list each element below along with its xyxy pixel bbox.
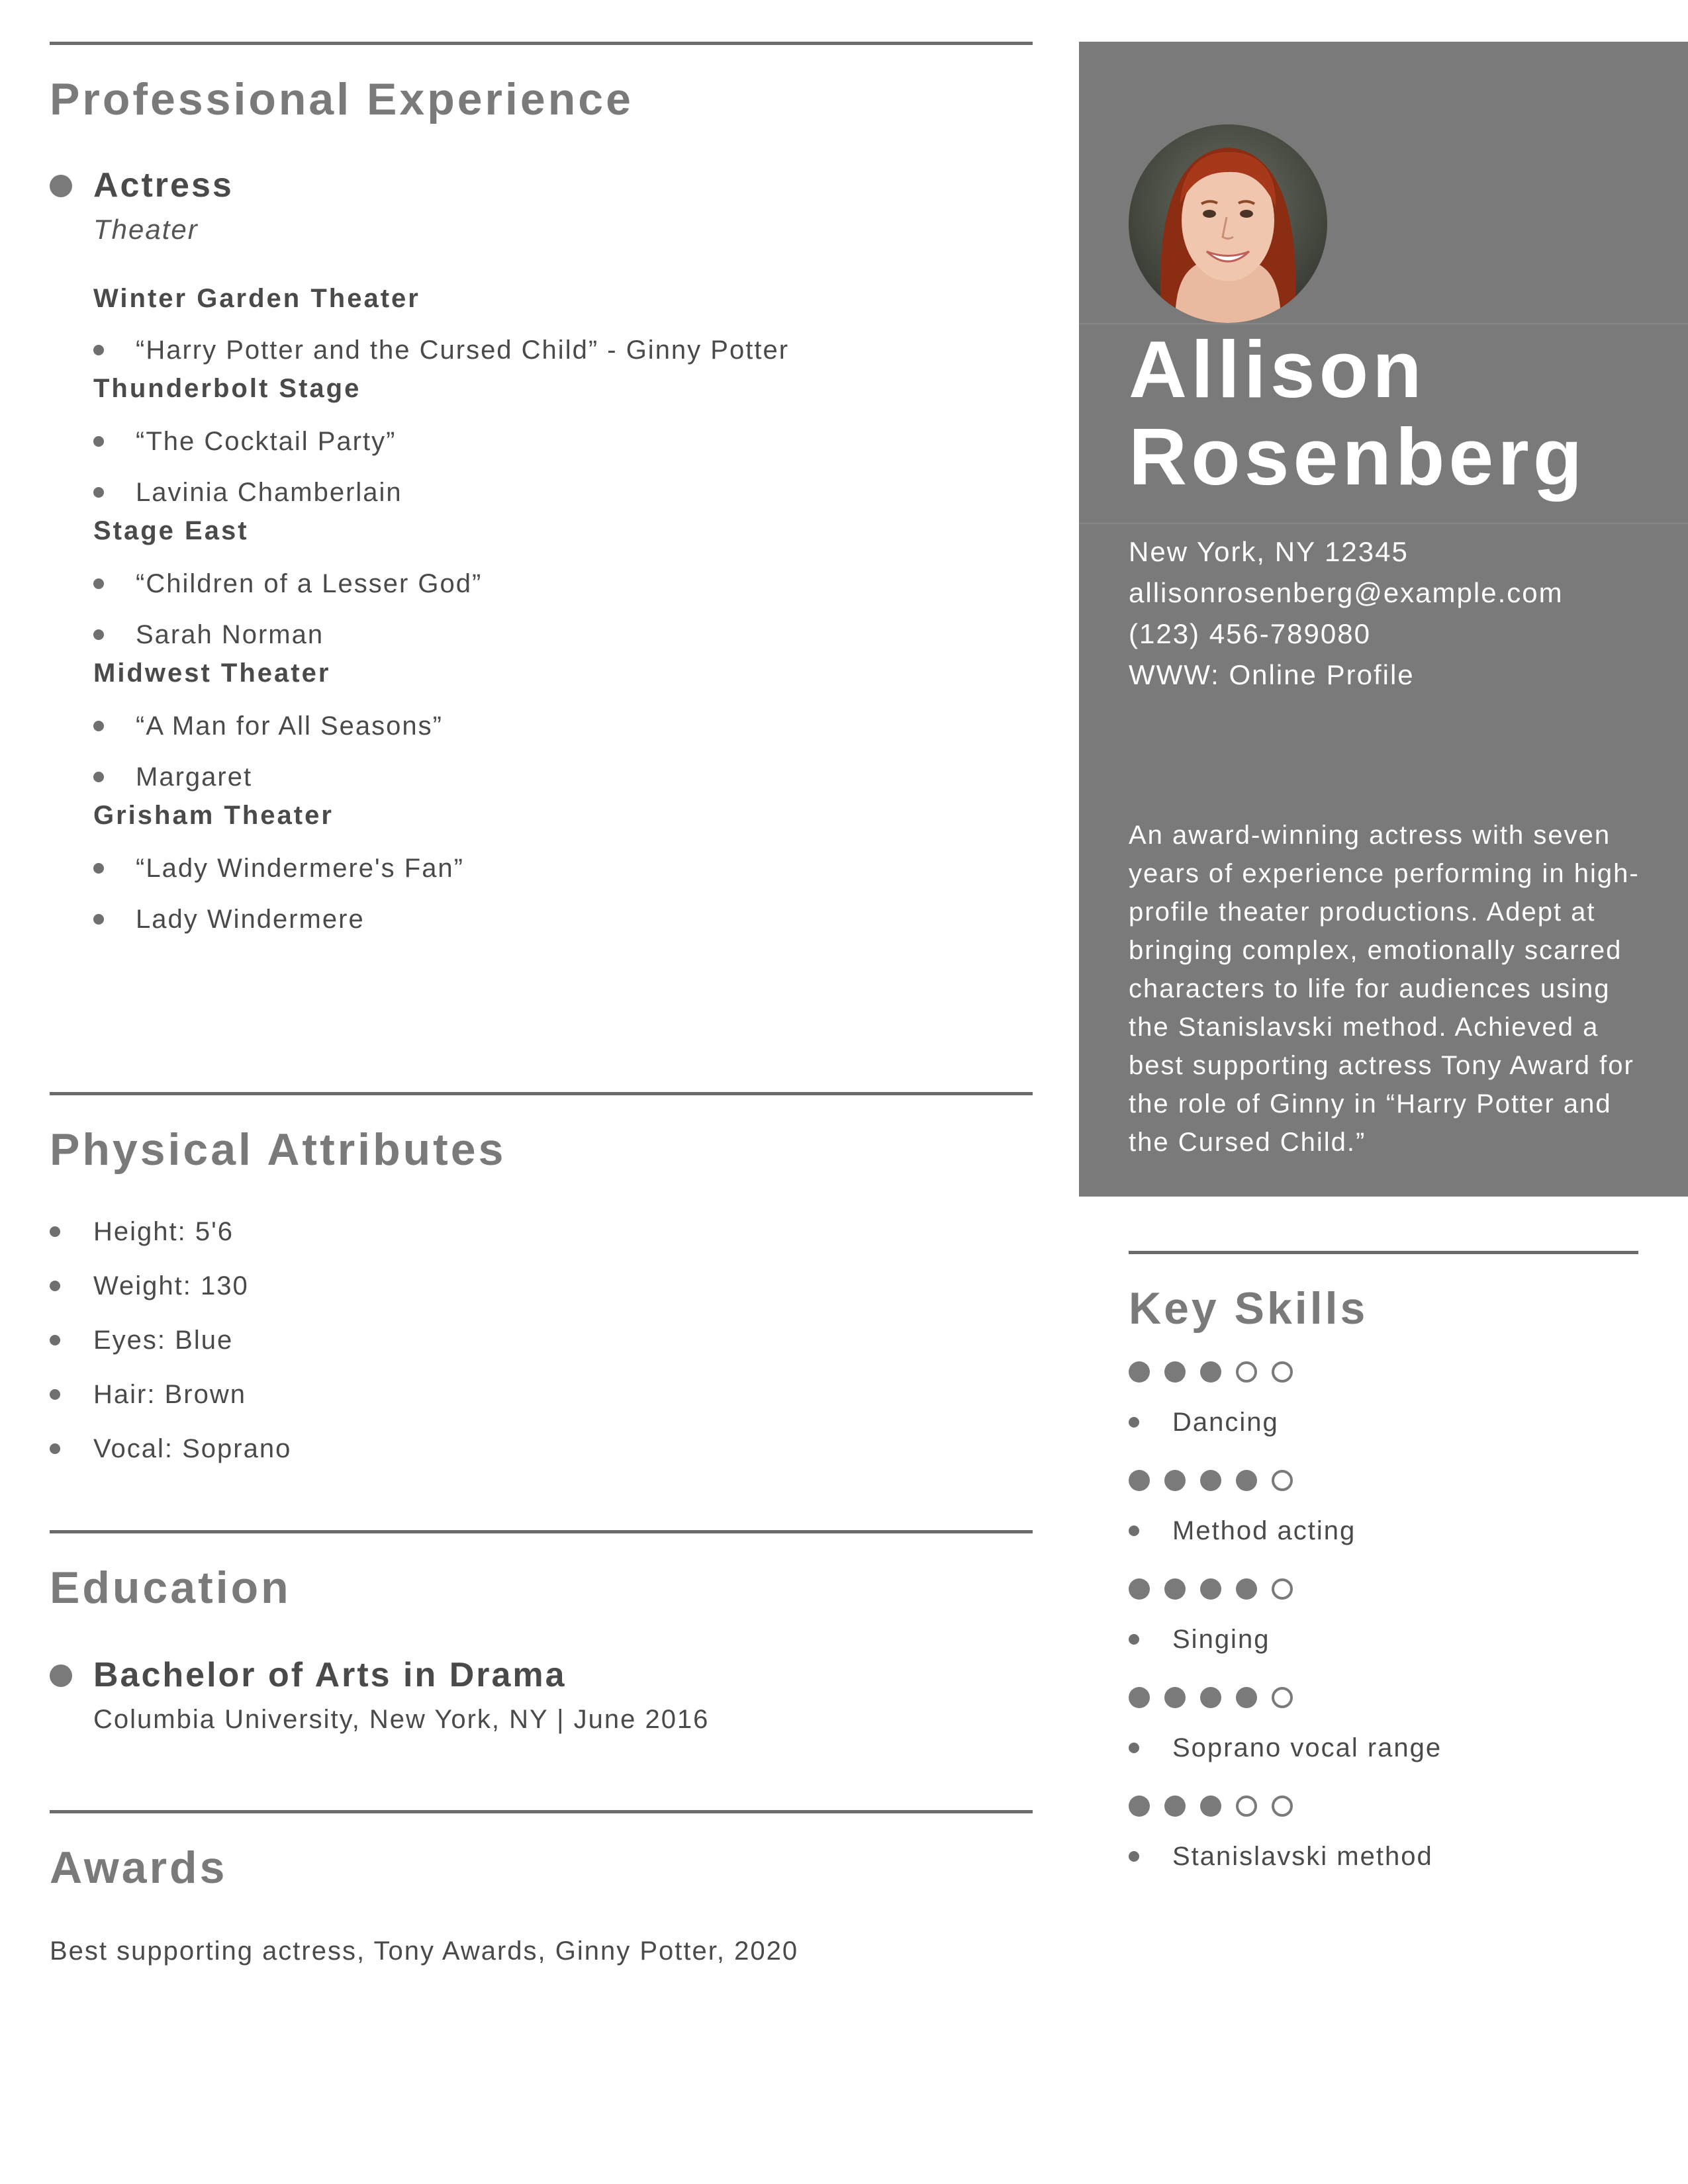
skill-item xyxy=(1129,1843,1638,1870)
rating-filled-icon xyxy=(1200,1578,1221,1600)
education-entry xyxy=(50,1657,1033,1733)
profile-panel xyxy=(1079,42,1688,1197)
awards-text: Best supporting actress, Tony Awards, Ginny Potter, 2020 xyxy=(50,1936,799,1966)
skill-item xyxy=(1129,1409,1638,1435)
list-item: Hair: Brown xyxy=(50,1381,1033,1408)
awards-section xyxy=(50,1810,1033,1966)
rating-filled-icon xyxy=(1129,1578,1150,1600)
left-column xyxy=(50,0,1033,2184)
employer-name: Thunderbolt Stage xyxy=(93,374,361,404)
rating-filled-icon xyxy=(1200,1470,1221,1491)
rating-filled-icon xyxy=(1129,1687,1150,1708)
address: New York, NY 12345 xyxy=(1129,536,1409,567)
list-item: Eyes: Blue xyxy=(50,1327,1033,1353)
skills-section xyxy=(1129,1251,1638,1904)
website-link[interactable]: WWW: Online Profile xyxy=(1129,659,1415,690)
first-name: Allison xyxy=(1129,324,1426,414)
contact-info xyxy=(1129,531,1564,696)
attributes-section xyxy=(50,1092,1033,1490)
rating-filled-icon xyxy=(1200,1361,1221,1383)
list-item: Margaret xyxy=(93,764,1033,790)
rating-filled-icon xyxy=(1164,1578,1186,1600)
rating-filled-icon xyxy=(1200,1687,1221,1708)
portrait-image xyxy=(1129,124,1327,323)
list-item: “The Cocktail Party” xyxy=(93,428,1033,455)
email-link[interactable]: allisonrosenberg@example.com xyxy=(1129,577,1564,608)
attributes-list xyxy=(50,1218,1033,1462)
rating-filled-icon xyxy=(1129,1470,1150,1491)
job-bullet-icon xyxy=(50,175,72,197)
skill-rating xyxy=(1129,1361,1638,1383)
job-type: Theater xyxy=(93,214,199,246)
rating-filled-icon xyxy=(1129,1361,1150,1383)
profile-summary: An award-winning actress with seven years of experience performing in high-profile theater productions. Adept at bringing complex, emotionally scarred characters to life for audiences using the Stanislavski method. Achieved a best supporting actress Tony Award for the role of Ginny in “Harry Potter and the Cursed Child.” xyxy=(1129,821,1640,1157)
list-item: “A Man for All Seasons” xyxy=(93,713,1033,739)
list-item: “Children of a Lesser God” xyxy=(93,570,1033,597)
candidate-name xyxy=(1129,326,1586,501)
rating-empty-icon xyxy=(1272,1361,1293,1383)
section-divider xyxy=(50,1092,1033,1095)
skill-rating xyxy=(1129,1796,1638,1817)
skill-rating xyxy=(1129,1687,1638,1708)
rating-filled-icon xyxy=(1164,1687,1186,1708)
list-item: Vocal: Soprano xyxy=(50,1435,1033,1462)
rating-empty-icon xyxy=(1272,1796,1293,1817)
skills-list xyxy=(1129,1361,1638,1870)
rating-empty-icon xyxy=(1272,1687,1293,1708)
list-item: “Lady Windermere's Fan” xyxy=(93,855,1033,882)
job-entry xyxy=(50,167,1033,933)
experience-section xyxy=(50,42,1033,933)
list-item: Sarah Norman xyxy=(93,621,1033,648)
rating-empty-icon xyxy=(1272,1578,1293,1600)
last-name: Rosenberg xyxy=(1129,411,1587,502)
panel-divider xyxy=(1079,523,1688,524)
experience-heading: Professional Experience xyxy=(50,74,633,124)
list-item: “Harry Potter and the Cursed Child” - Ginny Potter xyxy=(93,337,1033,363)
skill-label: Stanislavski method xyxy=(1172,1842,1433,1871)
rating-empty-icon xyxy=(1272,1470,1293,1491)
skill-rating xyxy=(1129,1470,1638,1491)
skill-rating xyxy=(1129,1578,1638,1600)
list-item: Lady Windermere xyxy=(93,906,1033,933)
skill-item xyxy=(1129,1626,1638,1653)
rating-empty-icon xyxy=(1236,1796,1257,1817)
skill-label: Soprano vocal range xyxy=(1172,1733,1442,1762)
section-divider xyxy=(1129,1251,1638,1254)
employer-name: Midwest Theater xyxy=(93,659,331,688)
employer-name: Grisham Theater xyxy=(93,801,334,831)
rating-filled-icon xyxy=(1164,1361,1186,1383)
job-title: Actress xyxy=(93,166,234,205)
list-item: Lavinia Chamberlain xyxy=(93,479,1033,506)
list-item: Weight: 130 xyxy=(50,1273,1033,1299)
education-detail: Columbia University, New York, NY | June 2016 xyxy=(93,1705,710,1735)
list-item: Height: 5'6 xyxy=(50,1218,1033,1245)
rating-filled-icon xyxy=(1129,1796,1150,1817)
skill-label: Singing xyxy=(1172,1625,1270,1654)
rating-filled-icon xyxy=(1164,1470,1186,1491)
rating-filled-icon xyxy=(1164,1796,1186,1817)
rating-filled-icon xyxy=(1236,1687,1257,1708)
skill-item xyxy=(1129,1735,1638,1761)
employer-name: Winter Garden Theater xyxy=(93,284,420,314)
section-divider xyxy=(50,1810,1033,1813)
skill-label: Dancing xyxy=(1172,1408,1279,1437)
degree-title: Bachelor of Arts in Drama xyxy=(93,1656,567,1694)
education-section xyxy=(50,1530,1033,1733)
attributes-heading: Physical Attributes xyxy=(50,1124,506,1175)
profile-photo xyxy=(1129,124,1327,323)
rating-filled-icon xyxy=(1200,1796,1221,1817)
rating-filled-icon xyxy=(1236,1578,1257,1600)
education-heading: Education xyxy=(50,1563,291,1613)
awards-heading: Awards xyxy=(50,1843,228,1893)
education-bullet-icon xyxy=(50,1664,72,1687)
rating-filled-icon xyxy=(1236,1470,1257,1491)
section-divider xyxy=(50,1530,1033,1533)
skill-item xyxy=(1129,1518,1638,1544)
employer-name: Stage East xyxy=(93,516,249,546)
skill-label: Method acting xyxy=(1172,1516,1356,1545)
section-divider xyxy=(50,42,1033,45)
phone: (123) 456-789080 xyxy=(1129,618,1371,649)
skills-heading: Key Skills xyxy=(1129,1283,1368,1334)
rating-empty-icon xyxy=(1236,1361,1257,1383)
